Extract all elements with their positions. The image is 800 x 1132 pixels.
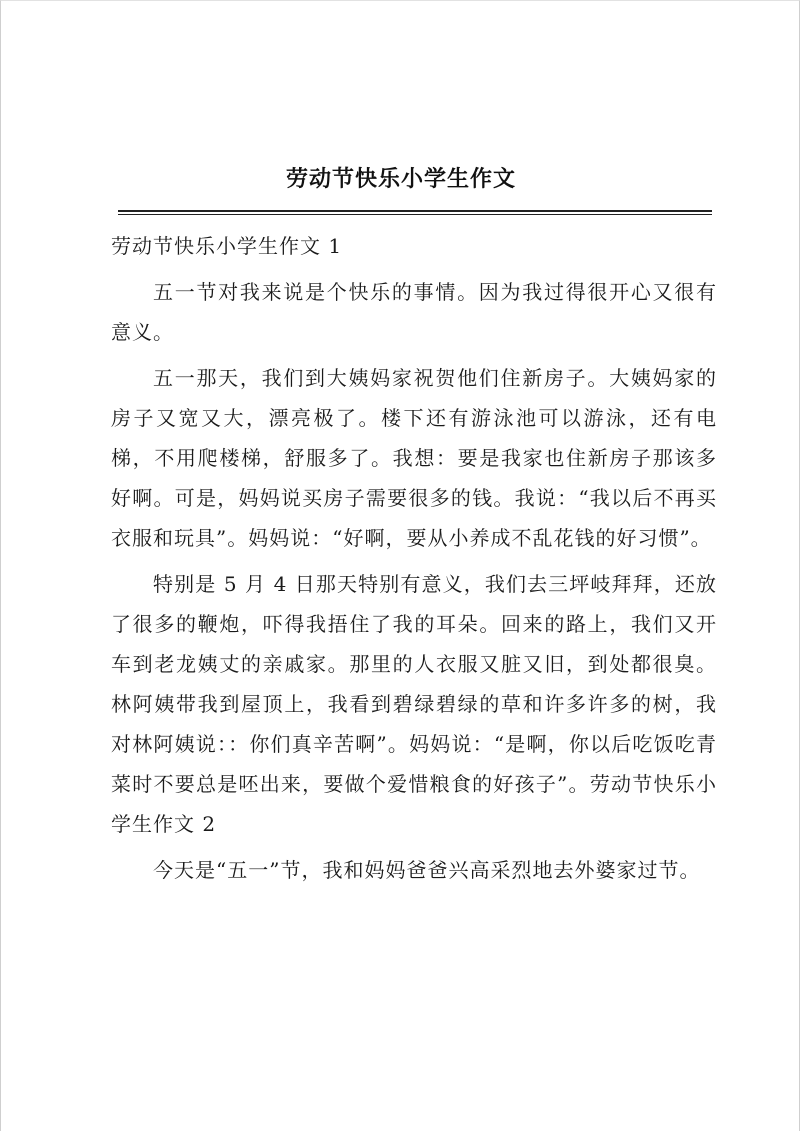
paragraph: 五一节对我来说是个快乐的事情。因为我过得很开心又很有意义。 xyxy=(111,280,717,344)
document-title: 劳动节快乐小学生作文 xyxy=(285,166,516,192)
paragraph: 特别是 5 月 4 日那天特别有意义，我们去三坪岐拜拜，还放了很多的鞭炮，吓得我捂住了我的耳朵。回来的路上，我们又开车到老龙姨丈的亲戚家。那里的人衣服又脏又旧，到处都很臭。林阿姨带我到屋顶上，我看到碧绿碧绿的草和许多许多的树，我对林阿姨说：：你们真辛苦啊”。妈妈说：“是啊，你以后吃饭吃青菜时不要总是呸出来，要做个爱惜粮食的好孩子”。劳动节快乐小学生作文 2 xyxy=(111,572,717,836)
section-heading: 劳动节快乐小学生作文 1 xyxy=(111,234,343,258)
document-body xyxy=(111,226,717,896)
paragraph: 今天是“五一”节，我和妈妈爸爸兴高采烈地去外婆家过节。 xyxy=(153,858,701,882)
title-divider xyxy=(118,210,712,215)
paragraph: 五一那天，我们到大姨妈家祝贺他们住新房子。大姨妈家的房子又宽又大，漂亮极了。楼下还有游泳池可以游泳，还有电梯，不用爬楼梯，舒服多了。我想：要是我家也住新房子那该多好啊。可是，妈妈说买房子需要很多的钱。我说：“我以后不再买衣服和玩具”。妈妈说：“好啊，要从小养成不乱花钱的好习惯”。 xyxy=(111,366,717,550)
